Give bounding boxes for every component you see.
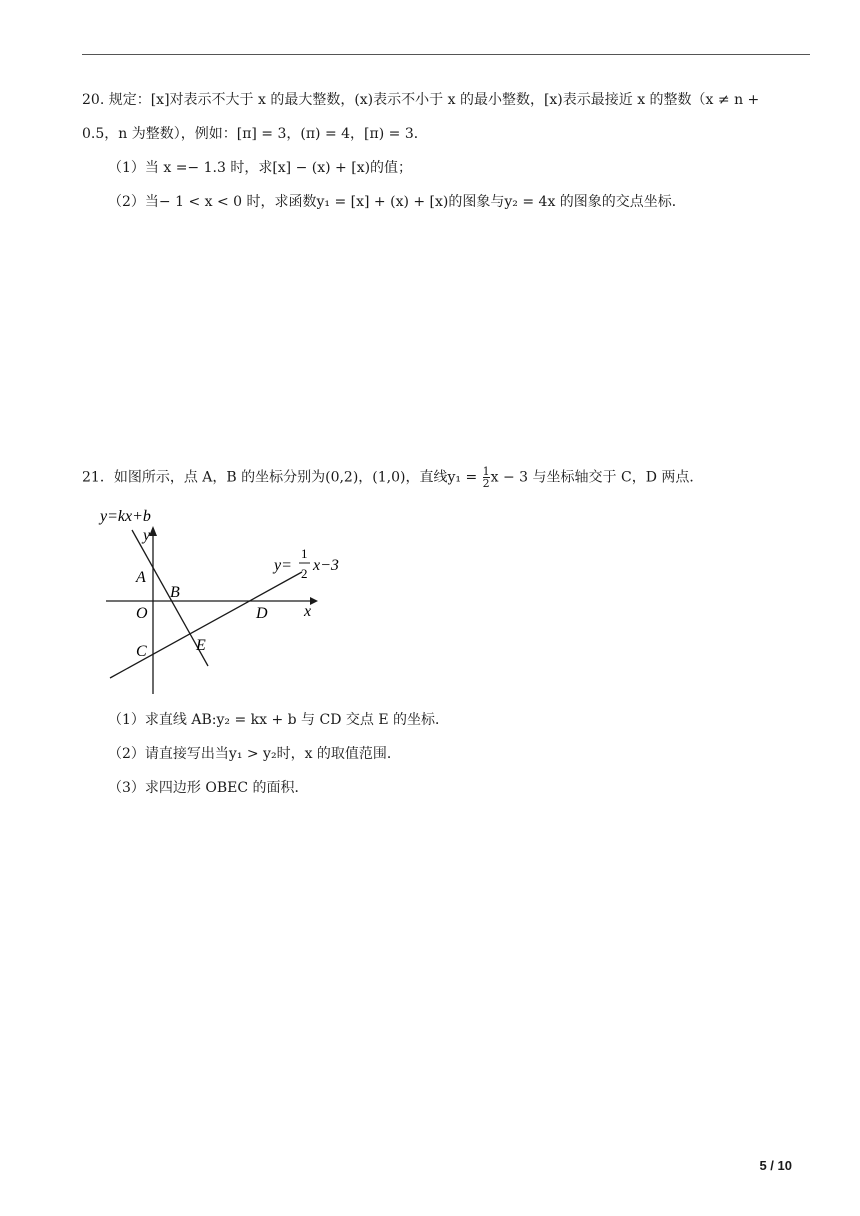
q20-stem-line2: 0.5，n 为整数），例如：[π] = 3，(π) = 4，[π) = 3．: [82, 126, 428, 142]
page-number: 5 / 10: [759, 1158, 792, 1173]
q20-part2: （2）当− 1 < x < 0 时，求函数y₁ = [x] + (x) + [x)的图象与y₂ = 4x 的图象的交点坐标．: [108, 194, 686, 210]
q21-figure: [96, 504, 356, 698]
label-point-a: A: [136, 569, 146, 586]
label-line-cd-prefix: y=: [274, 557, 292, 574]
x-axis-arrow: [310, 597, 318, 605]
label-line-cd-den: 2: [301, 566, 308, 581]
label-point-b: B: [170, 584, 180, 601]
q20-stem-line1: 20. 规定：[x]对表示不大于 x 的最大整数，(x)表示不小于 x 的最小整数，[x)表示最接近 x 的整数（x ≠ n +: [82, 92, 760, 108]
label-point-d: D: [256, 605, 268, 622]
y-axis-arrow: [149, 526, 157, 536]
label-line-cd-num: 1: [301, 546, 308, 561]
label-line-ab: y=kx+b: [100, 508, 151, 525]
q21-frac-den: 2: [482, 477, 490, 490]
q21-stem: [82, 466, 703, 489]
q20-part1: （1）当 x =− 1.3 时，求[x] − (x) + [x)的值；: [108, 160, 413, 176]
q21-stem-fraction: [483, 466, 490, 489]
header-rule: [82, 54, 810, 55]
label-line-cd-suffix: x−3: [313, 557, 339, 574]
q21-part3: （3）求四边形 OBEC 的面积．: [108, 780, 309, 796]
q21-part2: （2）请直接写出当y₁ > y₂时，x 的取值范围．: [108, 746, 401, 762]
q21-frac-num: 1: [482, 465, 490, 478]
label-point-o: O: [136, 605, 148, 622]
q21-stem-after: x − 3 与坐标轴交于 C，D 两点．: [490, 469, 704, 486]
label-x-axis: x: [304, 603, 312, 620]
label-point-c: C: [136, 643, 147, 660]
q21-stem-before: 21．如图所示，点 A，B 的坐标分别为(0,2)，(1,0)，直线y₁ =: [82, 469, 482, 486]
q21-part1: （1）求直线 AB:y₂ = kx + b 与 CD 交点 E 的坐标．: [108, 712, 450, 728]
label-point-e: E: [196, 637, 206, 654]
label-y-axis: y: [143, 527, 151, 544]
